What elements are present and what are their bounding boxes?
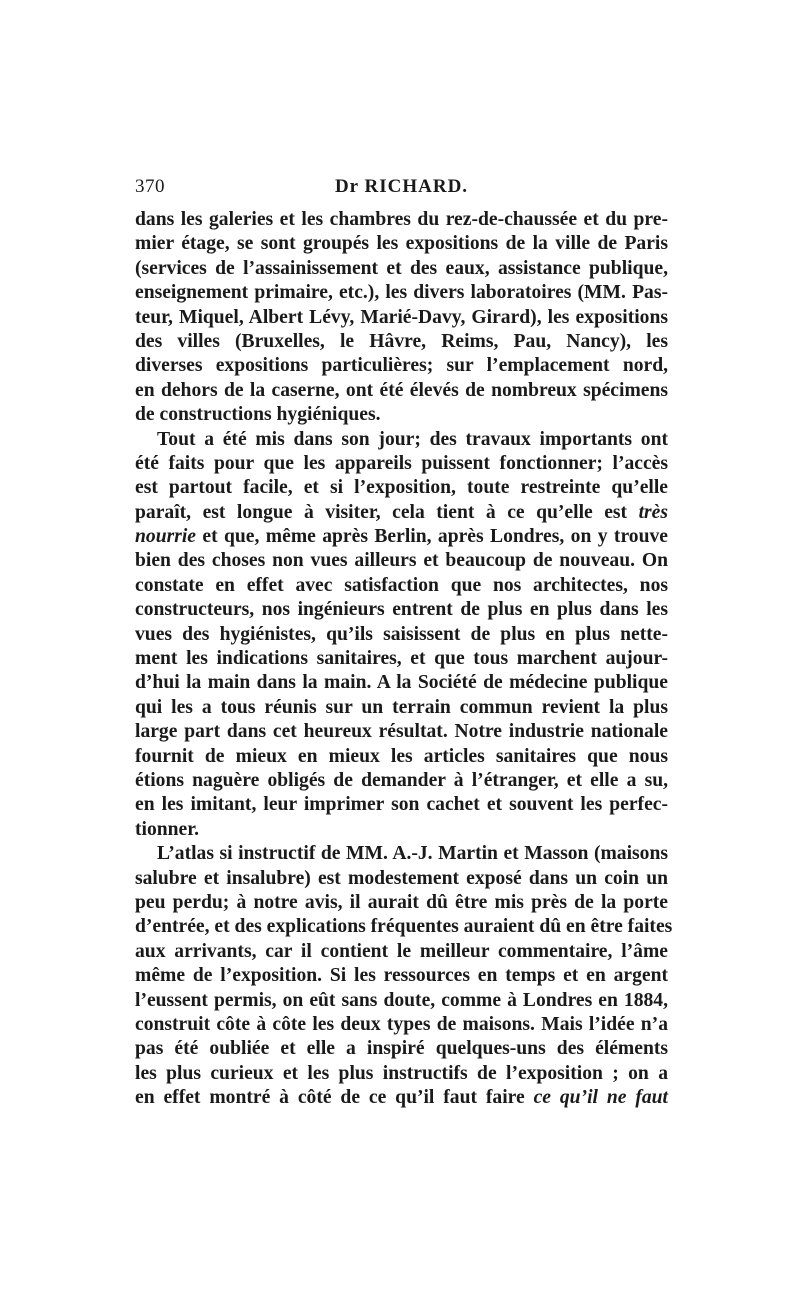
- text-line: teur, Miquel, Albert Lévy, Marié-Davy, Girard), les expositions: [135, 306, 668, 328]
- italic-text: très: [638, 501, 668, 523]
- text-line: en les imitant, leur imprimer son cachet et souvent les perfec-: [135, 794, 668, 816]
- text-line: les plus curieux et les plus instructifs de l’exposition ; on a: [135, 1062, 668, 1084]
- running-title: Dr RICHARD.: [334, 176, 469, 197]
- text-line: enseignement primaire, etc.), les divers laboratoires (MM. Pas-: [135, 282, 668, 304]
- text-line: vues des hygiénistes, qu’ils saisissent de plus en plus nette-: [135, 623, 668, 645]
- text-line: pas été oubliée et elle a inspiré quelques-uns des éléments: [135, 1038, 668, 1060]
- text-line: été faits pour que les appareils puissent fonctionner; l’accès: [135, 452, 668, 474]
- text-line: constate en effet avec satisfaction que nos architectes, nos: [135, 574, 668, 596]
- text-line: des villes (Bruxelles, le Hâvre, Reims, Pau, Nancy), les: [135, 330, 668, 352]
- text-line: tionner.: [135, 818, 200, 840]
- text-line: peu perdu; à notre avis, il aurait dû être mis près de la porte: [135, 891, 668, 913]
- text-line: étions naguère obligés de demander à l’étranger, et elle a su,: [135, 769, 668, 791]
- text-line: d’entrée, et des explications fréquentes auraient dû en être faites: [135, 916, 673, 938]
- text-line: fournit de mieux en mieux les articles sanitaires que nous: [135, 745, 668, 767]
- text-line: salubre et insalubre) est modestement exposé dans un coin un: [135, 867, 668, 889]
- text-line: [135, 501, 668, 525]
- text-line: aux arrivants, car il contient le meilleur commentaire, l’âme: [135, 940, 668, 962]
- running-head: [135, 176, 668, 204]
- text-line: l’eussent permis, on eût sans doute, comme à Londres en 1884,: [135, 989, 668, 1011]
- text-line: construit côte à côte les deux types de maisons. Mais l’idée n’a: [135, 1013, 668, 1035]
- text-line: ment les indications sanitaires, et que tous marchent aujour-: [135, 648, 668, 670]
- body-text: [135, 208, 673, 1110]
- text-line: de constructions hygiéniques.: [135, 404, 381, 426]
- text-line: dans les galeries et les chambres du rez-de-chaussée et du pre-: [135, 209, 668, 230]
- text-line: diverses expositions particulières; sur l’emplacement nord,: [135, 355, 668, 377]
- text-line: (services de l’assainissement et des eaux, assistance publique,: [135, 257, 668, 279]
- text-line: constructeurs, nos ingénieurs entrent de plus en plus dans les: [135, 599, 668, 621]
- text-line: mier étage, se sont groupés les expositions de la ville de Paris: [135, 233, 668, 255]
- italic-text: nourrie: [135, 526, 196, 548]
- text-line: large part dans cet heureux résultat. Notre industrie nationale: [135, 721, 668, 743]
- text-line: [135, 1086, 668, 1110]
- text-line: en dehors de la caserne, ont été élevés de nombreux spécimens: [135, 379, 668, 401]
- text-line: L’atlas si instructif de MM. A.-J. Martin et Masson (maisons: [157, 843, 668, 865]
- text-line: bien des choses non vues ailleurs et beaucoup de nouveau. On: [135, 550, 668, 572]
- text-line: qui les a tous réunis sur un terrain commun revient la plus: [135, 696, 668, 718]
- text-line: [135, 525, 668, 549]
- text-line: même de l’exposition. Si les ressources en temps et en argent: [135, 965, 668, 987]
- text-segment: paraît, est longue à visiter, cela tient à ce qu’elle est: [135, 501, 628, 523]
- text-line: est partout facile, et si l’exposition, toute restreinte qu’elle: [135, 477, 668, 499]
- text-segment: en effet montré à côté de ce qu’il faut faire: [135, 1087, 525, 1109]
- text-segment: et que, même après Berlin, après Londres, on y trouve: [202, 526, 668, 548]
- italic-text: ce qu’il ne faut: [533, 1087, 668, 1109]
- page-number: 370: [135, 176, 165, 197]
- text-line: d’hui la main dans la main. A la Société de médecine publique: [135, 672, 668, 694]
- text-line: Tout a été mis dans son jour; des travaux importants ont: [157, 428, 668, 450]
